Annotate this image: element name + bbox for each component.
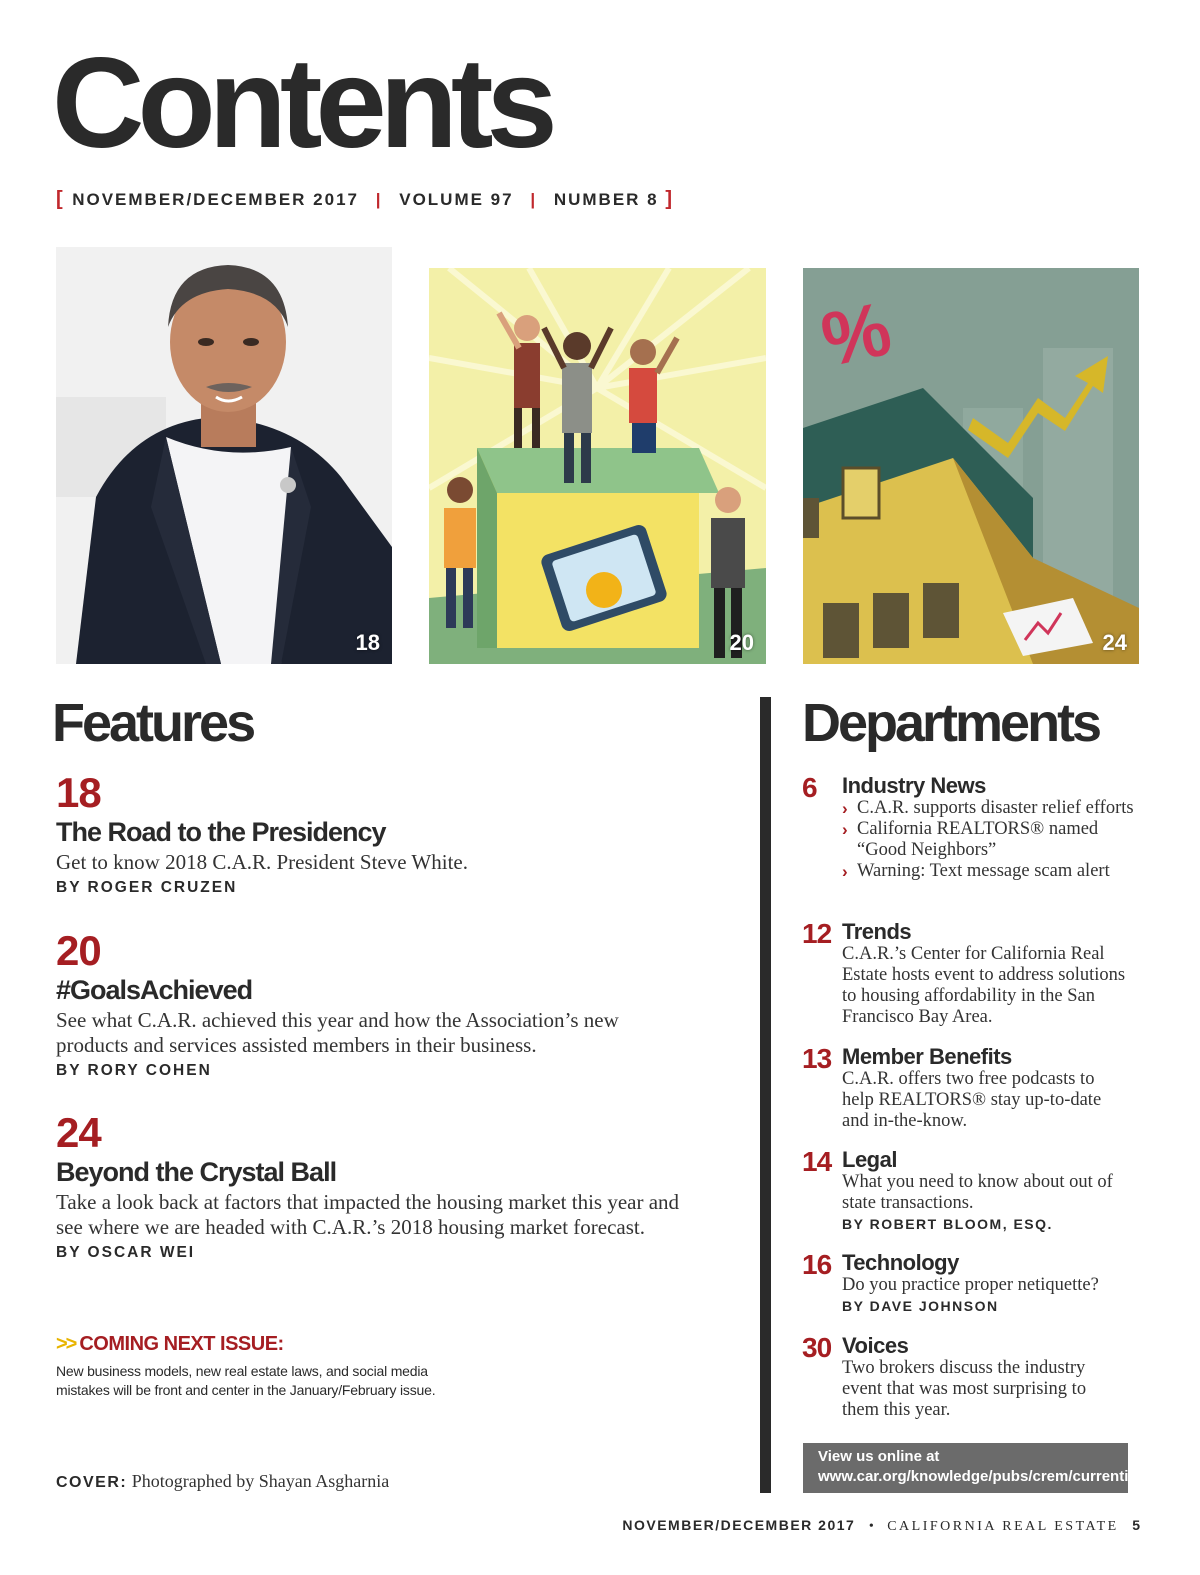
feature-item[interactable] (56, 1109, 716, 1262)
chevron-right-icon: › (842, 820, 848, 840)
feature-page-number: 24 (56, 1109, 101, 1156)
department-description: Two brokers discuss the industry event that was most surprising to them this year. (842, 1358, 1087, 1421)
photo-page-number: 24 (1102, 630, 1127, 655)
department-title[interactable]: Legal (842, 1147, 897, 1172)
column-divider (760, 697, 771, 1493)
department-description: C.A.R. offers two free podcasts to help REALTORS® stay up-to-date and in-the-know. (842, 1069, 1102, 1132)
departments-heading: Departments (802, 693, 1100, 753)
svg-text:%: % (814, 286, 899, 384)
cover-credit-label: COVER: (56, 1474, 128, 1491)
department-title[interactable]: Voices (842, 1333, 909, 1358)
housing-illustration (803, 268, 1139, 664)
feature-title[interactable]: The Road to the Presidency (56, 817, 386, 847)
coming-next-issue (56, 1333, 576, 1400)
feature-page-number: 20 (56, 927, 101, 974)
bracket-open: [ (56, 188, 73, 210)
feature-item[interactable] (56, 927, 716, 1080)
feature-byline: BY OSCAR WEI (56, 1244, 196, 1262)
issue-volume: VOLUME 97 (399, 190, 514, 209)
department-member-benefits[interactable] (802, 1045, 1142, 1132)
list-item[interactable]: › California REALTORS® named “Good Neighbors” (842, 819, 1099, 861)
double-arrow-icon: >> (56, 1333, 76, 1355)
chevron-right-icon: › (842, 862, 848, 882)
feature-item[interactable] (56, 769, 716, 897)
features-heading: Features (52, 693, 254, 753)
list-item[interactable]: › Warning: Text message scam alert (842, 861, 1110, 882)
footer-page-number: 5 (1132, 1517, 1140, 1533)
bracket-close: ] (665, 188, 675, 210)
cover-credit-text: Photographed by Shayan Asgharnia (131, 1471, 390, 1491)
feature-page-number: 18 (56, 769, 101, 816)
list-item[interactable]: › C.A.R. supports disaster relief efforts (842, 798, 1134, 819)
photo-page-number: 18 (355, 630, 380, 655)
footer-bullet: • (868, 1519, 874, 1534)
department-trends[interactable] (802, 920, 1142, 1028)
department-description: Do you practice proper netiquette? (842, 1275, 1099, 1296)
department-byline: BY DAVE JOHNSON (842, 1298, 999, 1315)
feature-byline: BY ROGER CRUZEN (56, 879, 238, 897)
portrait-image (56, 247, 392, 664)
coming-next-heading: >> COMING NEXT ISSUE: (56, 1333, 284, 1355)
chevron-right-icon: › (842, 799, 848, 819)
department-page-number: 12 (802, 918, 832, 949)
feature-title[interactable]: #GoalsAchieved (56, 975, 253, 1005)
feature-description: See what C.A.R. achieved this year and how the Association’s new products and services assisted members in their business. (56, 1008, 619, 1058)
department-technology[interactable] (802, 1251, 1142, 1314)
feature-illustration-goals[interactable] (429, 268, 766, 664)
photo-page-number: 20 (729, 630, 754, 655)
coming-next-body: New business models, new real estate laws, and social media mistakes will be front and center in the January/February issue. (56, 1363, 436, 1398)
issue-date: NOVEMBER/DECEMBER 2017 (72, 190, 359, 209)
issue-line (56, 188, 674, 211)
goals-illustration (429, 268, 766, 664)
footer-magazine-name: CALIFORNIA REAL ESTATE (887, 1519, 1119, 1534)
department-page-number: 16 (802, 1249, 832, 1280)
separator: | (375, 190, 383, 209)
department-page-number: 30 (802, 1332, 832, 1363)
feature-description: Get to know 2018 C.A.R. President Steve White. (56, 850, 468, 875)
cover-credit (56, 1471, 389, 1492)
department-description: C.A.R.’s Center for California Real Estate hosts event to address solutions to housing affordability in the San Francisco Bay Area. (842, 944, 1126, 1028)
department-page-number: 6 (802, 772, 817, 803)
department-bullet-list (842, 798, 1142, 882)
department-byline: BY ROBERT BLOOM, ESQ. (842, 1216, 1053, 1233)
department-voices[interactable] (802, 1334, 1142, 1421)
department-title[interactable]: Technology (842, 1250, 959, 1275)
department-page-number: 13 (802, 1043, 832, 1074)
feature-photo-portrait[interactable] (56, 247, 392, 664)
view-online-link[interactable]: View us online at www.car.org/knowledge/pubs/crem/currentissue (803, 1443, 1128, 1493)
department-title[interactable]: Trends (842, 919, 912, 944)
feature-byline: BY RORY COHEN (56, 1062, 212, 1080)
page-footer (622, 1517, 1140, 1535)
issue-number: NUMBER 8 (553, 190, 659, 209)
page-title: Contents (52, 32, 551, 175)
footer-issue: NOVEMBER/DECEMBER 2017 (622, 1517, 856, 1533)
department-description: What you need to know about out of state transactions. (842, 1172, 1113, 1214)
department-title[interactable]: Member Benefits (842, 1044, 1012, 1069)
department-title[interactable]: Industry News (842, 773, 986, 798)
department-industry-news[interactable] (802, 774, 1142, 882)
feature-title[interactable]: Beyond the Crystal Ball (56, 1157, 337, 1187)
separator: | (530, 190, 538, 209)
department-legal[interactable] (802, 1148, 1142, 1232)
feature-description: Take a look back at factors that impacted the housing market this year and see where we are headed with C.A.R.’s 2018 housing market forecast. (56, 1190, 680, 1240)
feature-illustration-housing[interactable] (803, 268, 1139, 664)
department-page-number: 14 (802, 1146, 832, 1177)
